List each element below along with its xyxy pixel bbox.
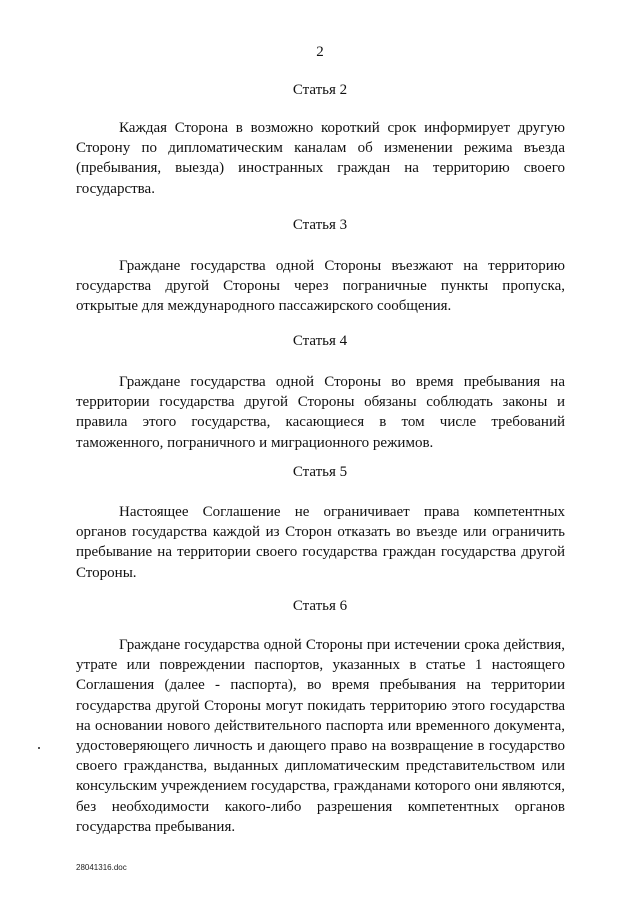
article-5-text: Настоящее Соглашение не ограничивает права компетентных органов государства каждой из Сторон отказать во въезде или ограничить пребывание на территории своего государства граждан государства другой Стороны.	[76, 504, 565, 581]
margin-mark	[38, 747, 40, 749]
article-6-heading: Статья 6	[292, 598, 348, 614]
page-number: 2	[316, 44, 324, 60]
article-2-heading: Статья 2	[292, 82, 348, 98]
article-3-text: Граждане государства одной Стороны въезжают на территорию государства другой Стороны через пограничные пункты пропуска, открытые для международного пассажирского сообщения.	[76, 258, 565, 315]
article-2-text: Каждая Сторона в возможно короткий срок информирует другую Сторону по дипломатическим каналам об изменении режима въезда (пребывания, выезда) иностранных граждан на территорию своего государства.	[76, 120, 565, 197]
footer-file-name: 28041316.doc	[76, 863, 127, 872]
article-6-text: Граждане государства одной Стороны при истечении срока действия, утрате или повреждении паспортов, указанных в статье 1 настоящего Соглашения (далее - паспорта), во время пребывания на территории государства другой Стороны могут покидать территорию этого государства на основании нового действительного паспорта или временного документа, удостоверяющего личность и дающего право на возвращение в государство своего гражданства, выданных дипломатическим представительством или консульским учреждением государства, гражданами которого они являются, без необходимости какого-либо разрешения компетентных органов государства пребывания.	[76, 637, 565, 835]
article-4-heading: Статья 4	[292, 333, 348, 349]
article-5-heading: Статья 5	[292, 464, 348, 480]
article-4-text: Граждане государства одной Стороны во время пребывания на территории государства другой Стороны обязаны соблюдать законы и правила этого государства, касающиеся в том числе требований таможенного, пограничного и миграционного режимов.	[76, 374, 565, 451]
article-3-heading: Статья 3	[292, 217, 348, 233]
